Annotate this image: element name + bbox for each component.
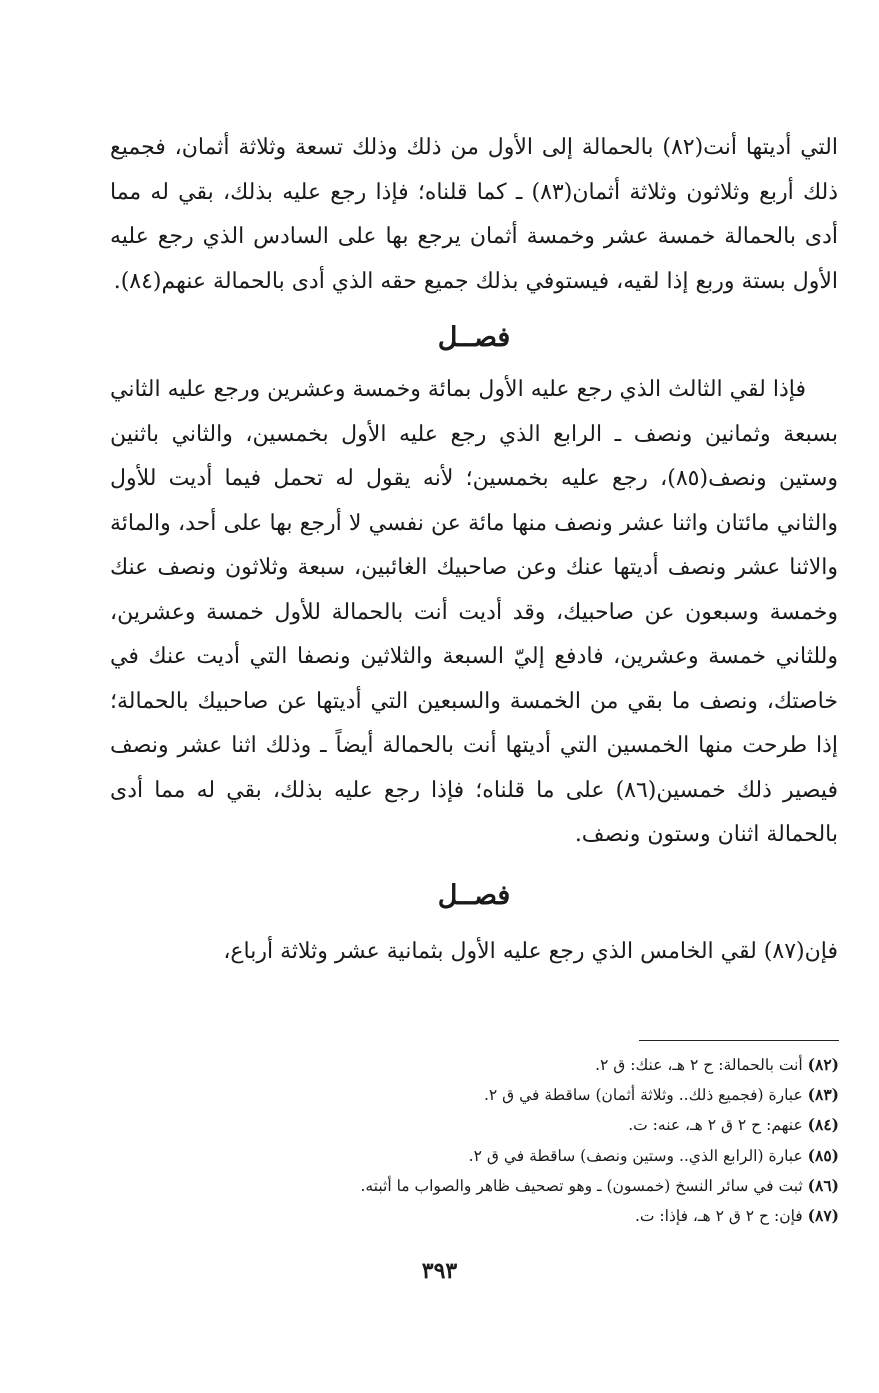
footnote-86 [239,1171,839,1201]
section-heading-2: فصــل [437,879,511,911]
footnote-number: (٨٣) [807,1085,839,1105]
page-number: ٣٩٣ [421,1258,458,1284]
paragraph-3: فإن(٨٧) لقي الخامس الذي رجع عليه الأول بثمانية عشر وثلاثة أرباع، [223,938,838,964]
paragraph-1: التي أديتها أنت(٨٢) بالحمالة إلى الأول من ذلك وذلك تسعة وثلاثة أثمان، فجميع ذلك أربع وثلاثون وثلاثة أثمان(٨٣) ـ كما قلناه؛ فإذا رجع عليه بذلك، بقي له مما أدى بالحمالة خمسة عشر وخمسة أثمان يرجع بها على السادس الذي رجع عليه الأول بستة وربع إذا لقيه، فيستوفي بذلك جميع حقه الذي أدى بالحمالة عنهم(٨٤). [110,135,838,294]
footnote-text: أنت بالحمالة: ح ٢ هـ، عنك: ق ٢. [595,1056,803,1074]
footnote-text: عبارة (فجميع ذلك.. وثلاثة أثمان) ساقطة في ق ٢. [483,1086,803,1105]
footnote-number: (٨٤) [807,1115,839,1135]
footnote-82 [239,1050,839,1080]
footnote-number: (٨٧) [807,1206,839,1226]
section-heading-1: فصــل [437,322,511,353]
footnote-87 [239,1201,839,1231]
footnote-number: (٨٥) [807,1145,839,1165]
footnote-text: ثبت في سائر النسخ (خمسون) ـ وهو تصحيف ظاهر والصواب ما أثبته. [360,1176,803,1195]
footnote-number: (٨٦) [807,1175,839,1195]
footnote-text: فإن: ح ٢ ق ٢ هـ، فإذا: ت. [634,1207,803,1226]
footnote-text: عبارة (الرابع الذي.. وستين ونصف) ساقطة في ق ٢. [468,1146,803,1165]
footnote-divider [639,1040,839,1041]
footnote-text: عنهم: ح ٢ ق ٢ هـ، عنه: ت. [628,1116,803,1135]
footnotes [239,1050,839,1231]
footnote-number: (٨٢) [807,1055,839,1074]
main-text [110,126,838,974]
footnote-83 [239,1080,839,1110]
paragraph-2: فإذا لقي الثالث الذي رجع عليه الأول بمائة وخمسة وعشرين ورجع عليه الثاني بسبعة وثمانين ونصف ـ الرابع الذي رجع عليه الأول بخمسين، والثاني باثنين وستين ونصف(٨٥)، رجع عليه بخمسين؛ لأنه يقول له تحمل فيما أديت للأول والثاني مائتان واثنا عشر ونصف منها مائة عن نفسي لا أرجع بها على أحد، والمائة والاثنا عشر ونصف أديتها عنك وعن صاحبيك الغائبين، سبعة وثلاثون ونصف عنك وخمسة وسبعون عن صاحبيك، وقد أديت أنت بالحمالة للأول خمسة وعشرين، وللثاني خمسة وعشرين، فادفع إليّ السبعة والثلاثين ونصفا التي أديت عنك في خاصتك، ونصف ما بقي من الخمسة والسبعين التي أديتها عن صاحبيك بالحمالة؛ إذا طرحت منها الخمسين التي أديتها أنت بالحمالة أيضاً ـ وذلك اثنا عشر ونصف فيصير ذلك خمسين(٨٦) على ما قلناه؛ فإذا رجع عليه بذلك، بقي له مما أدى بالحمالة اثنان وستون ونصف. [110,377,839,847]
footnote-85 [239,1141,839,1171]
footnote-84 [239,1110,839,1140]
